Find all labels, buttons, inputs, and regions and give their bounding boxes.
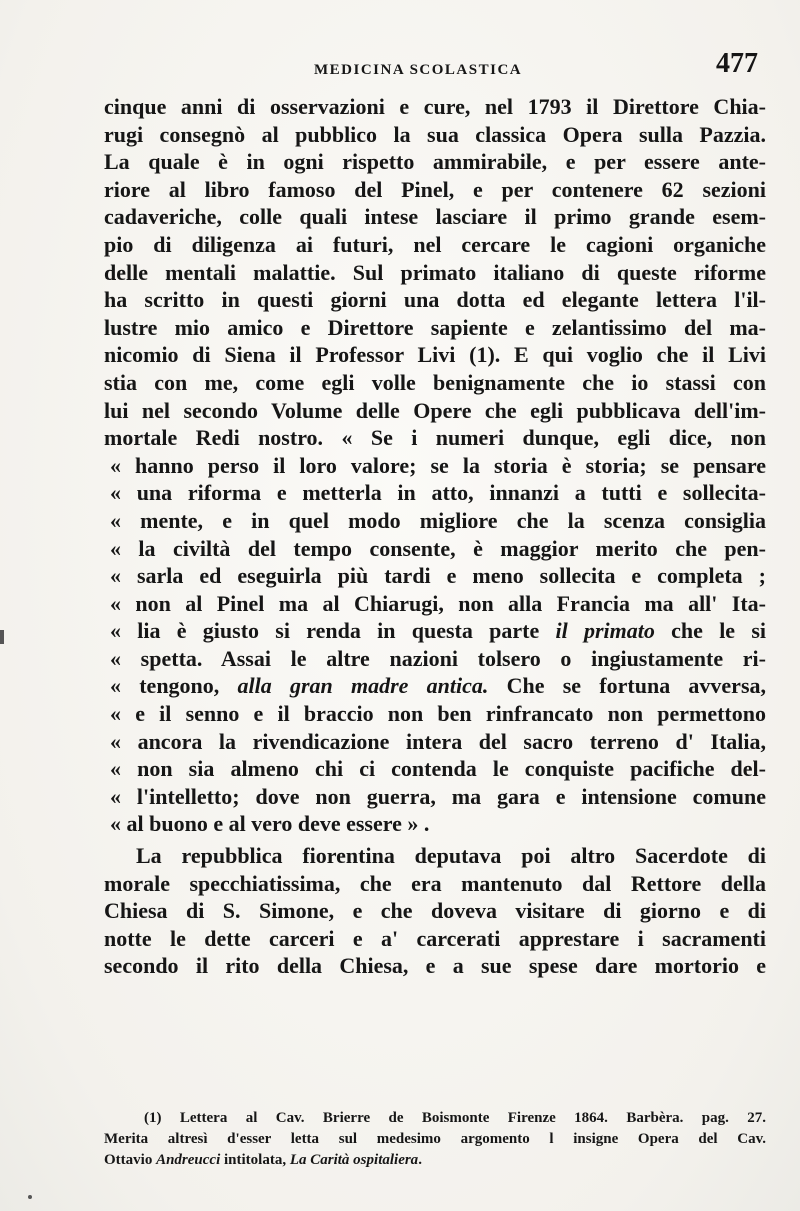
page-number: 477 — [716, 48, 758, 79]
quote-line: « al buono e al vero deve essere » . — [110, 811, 430, 837]
quote-line — [104, 672, 766, 700]
text-run: . — [418, 1152, 422, 1168]
text-run: intitolata, — [220, 1152, 290, 1168]
text-line: secondo il rito della Chiesa, e a sue spese dare mortorio e — [104, 953, 766, 979]
quote-line: « ancora la rivendicazione intera del sacro terreno d' Italia, — [110, 728, 766, 754]
running-head — [104, 48, 758, 88]
quote-line: « e il senno e il braccio non ben rinfrancato non permettono — [110, 701, 766, 727]
quote-line: « sarla ed eseguirla più tardi e meno sollecita e completa ; — [110, 563, 766, 589]
text-line: cinque anni di osservazioni e cure, nel 1793 il Direttore Chia- — [104, 94, 766, 119]
text-line: cadaveriche, colle quali intese lasciare il primo grande esem- — [104, 204, 766, 230]
margin-mark — [0, 630, 4, 644]
text-line: La quale è in ogni rispetto ammirabile, e per essere ante- — [104, 149, 766, 175]
quote-line: « spetta. Assai le altre nazioni tolsero o ingiustamente ri- — [110, 645, 766, 671]
text-line: morale specchiatissima, che era mantenuto dal Rettore della — [104, 870, 766, 896]
text-run: « lia è giusto si renda in questa parte — [110, 618, 556, 644]
quote-line: « l'intelletto; dove non guerra, ma gara e intensione comune — [110, 783, 766, 809]
footnote — [104, 1108, 766, 1171]
text-line: La repubblica fiorentina deputava poi altro Sacerdote di — [136, 843, 766, 869]
italic-phrase: il primato — [555, 618, 655, 644]
text-line: riore al libro famoso del Pinel, e per contenere 62 sezioni — [104, 176, 766, 202]
text-line: stia con me, come egli volle benignamente che io stassi con — [104, 369, 766, 395]
quote-line: « hanno perso il loro valore; se la storia è storia; se pensare — [110, 452, 766, 478]
text-line: ha scritto in questi giorni una dotta ed elegante lettera l'il- — [104, 287, 766, 313]
text-line: rugi consegnò al pubblico la sua classica Opera sulla Pazzia. — [104, 121, 766, 147]
text-run: Che se fortuna avversa, — [488, 673, 767, 699]
text-line: delle mentali malattie. Sul primato italiano di queste riforme — [104, 259, 766, 285]
footnote-line: Merita altresì d'esser letta sul medesimo argomento l insigne Opera del Cav. — [104, 1131, 766, 1147]
text-line: lustre mio amico e Direttore sapiente e zelantissimo del ma- — [104, 314, 766, 340]
running-title: MEDICINA SCOLASTICA — [314, 62, 523, 78]
text-line: nicomio di Siena il Professor Livi (1). E qui voglio che il Livi — [104, 342, 766, 368]
quote-line: « mente, e in quel modo migliore che la scenza consiglia — [110, 507, 766, 533]
text-run: Ottavio — [104, 1152, 157, 1168]
body-text — [104, 93, 766, 980]
text-run: che le si — [654, 618, 767, 644]
quote-line: « non sia almeno chi ci contenda le conquiste pacifiche del- — [110, 756, 766, 782]
quote-line — [104, 617, 766, 645]
quote-line: « non al Pinel ma al Chiarugi, non alla Francia ma all' Ita- — [110, 590, 766, 616]
footnote-line: (1) Lettera al Cav. Brierre de Boismonte Firenze 1864. Barbèra. pag. 27. — [144, 1110, 766, 1126]
italic-phrase: alla gran madre antica. — [237, 673, 489, 699]
footnote-line — [104, 1150, 766, 1171]
quote-line: « la civiltà del tempo consente, è maggior merito che pen- — [110, 535, 766, 561]
ink-dot — [28, 1195, 32, 1199]
text-line: Chiesa di S. Simone, e che doveva visitare di giorno e di — [104, 898, 766, 924]
book-title: La Carità ospitaliera — [289, 1152, 419, 1168]
italic-phrase: Andreucci — [156, 1152, 221, 1168]
text-line: lui nel secondo Volume delle Opere che egli pubblicava dell'im- — [104, 397, 766, 423]
text-line: mortale Redi nostro. « Se i numeri dunque, egli dice, non — [104, 425, 766, 451]
text-line: pio di diligenza ai futuri, nel cercare le cagioni organiche — [104, 231, 766, 257]
text-line: notte le dette carceri e a' carcerati apprestare i sacramenti — [104, 925, 766, 951]
text-run: « tengono, — [110, 673, 238, 699]
quote-line: « una riforma e metterla in atto, innanzi a tutti e sollecita- — [110, 480, 766, 506]
